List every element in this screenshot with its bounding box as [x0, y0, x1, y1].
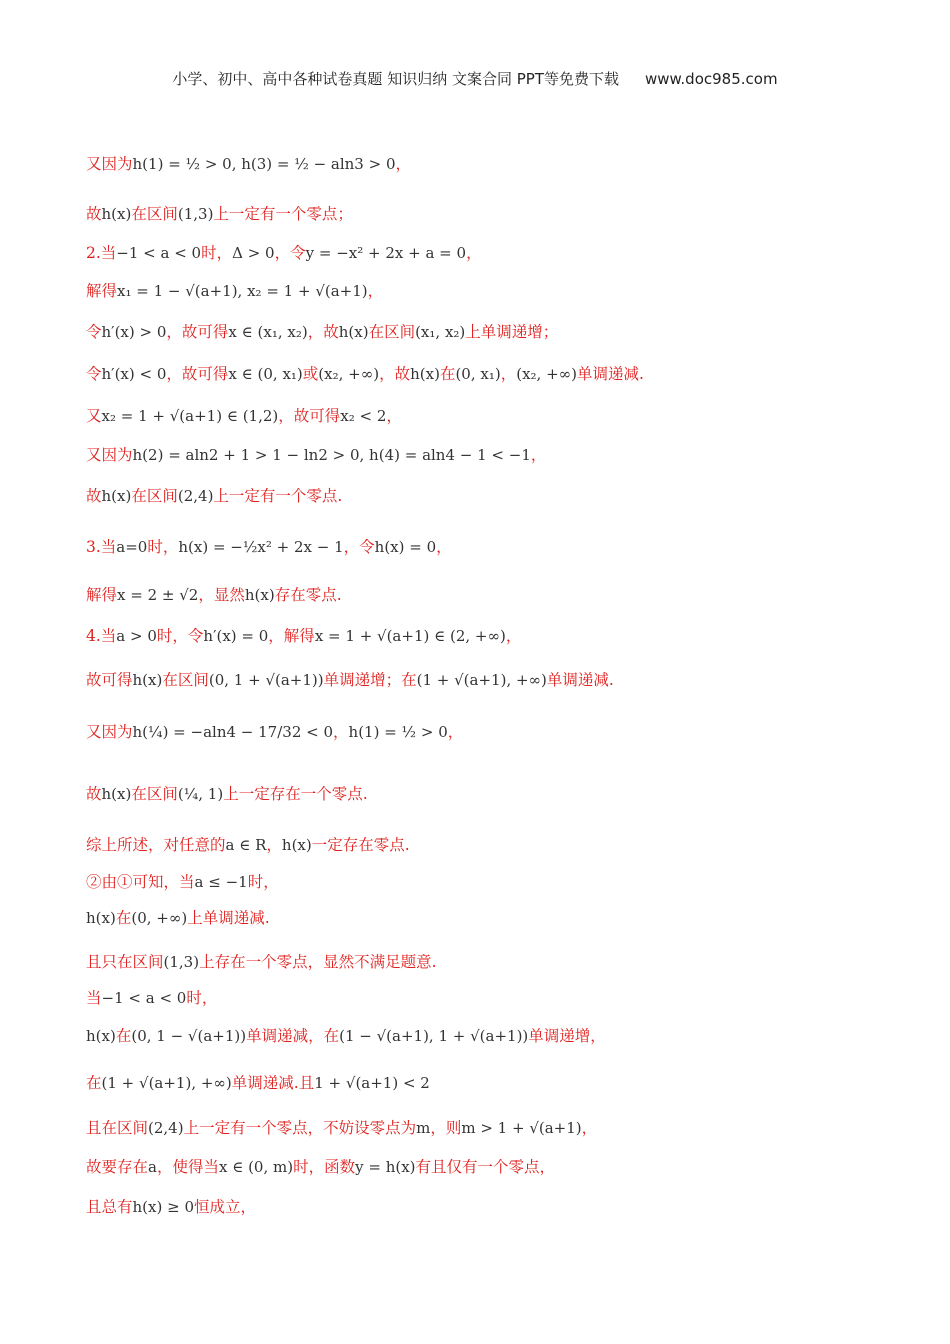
solution-line	[86, 279, 383, 303]
math-expression: x = 1 + √(a+1) ∈ (2, +∞)	[314, 627, 506, 645]
math-expression: (0, +∞)	[131, 909, 188, 927]
text-segment: 时，	[247, 873, 279, 891]
text-segment: 故要存在	[86, 1158, 149, 1176]
solution-line	[86, 624, 521, 648]
text-segment: 上一定有一个零点，不妨设零点为	[183, 1119, 417, 1137]
text-segment: ，故	[307, 323, 339, 341]
text-segment: ，故可得	[278, 407, 341, 425]
text-segment: 单调递增；在	[323, 671, 417, 689]
text-segment: 时，	[147, 538, 179, 556]
text-segment: 上一定有一个零点.	[213, 487, 343, 505]
math-expression: h(1) = ½ > 0	[348, 723, 448, 741]
math-expression: h(x) = 0	[374, 538, 437, 556]
text-segment: 在	[439, 365, 456, 383]
math-expression: m	[416, 1119, 431, 1137]
solution-line	[86, 1071, 430, 1095]
math-expression: h′(x) = 0	[203, 627, 269, 645]
solution-line	[86, 986, 217, 1010]
text-segment: 又	[86, 407, 102, 425]
solution-line	[86, 950, 437, 974]
text-segment: 综上所述，对任意的	[86, 836, 226, 854]
text-segment: 故	[86, 487, 102, 505]
math-expression: (1,3)	[177, 205, 214, 223]
math-expression: x ∈ (x₁, x₂)	[228, 323, 308, 341]
text-segment: 时，	[186, 989, 218, 1007]
math-expression: h(x)	[338, 323, 369, 341]
text-segment: 单调递减.	[546, 671, 614, 689]
solution-line	[86, 583, 342, 607]
solution-line	[86, 1024, 606, 1048]
text-segment: ，故可得	[166, 365, 229, 383]
page-header	[0, 68, 950, 89]
math-expression: x ∈ (0, m)	[218, 1158, 294, 1176]
math-expression: Δ > 0	[232, 244, 275, 262]
solution-line	[86, 1195, 256, 1219]
math-expression: x₂ < 2	[340, 407, 387, 425]
math-expression: h(x)	[101, 205, 132, 223]
text-segment: 上一定存在一个零点.	[223, 785, 368, 803]
math-expression: h(1) = ½ > 0, h(3) = ½ − aln3 > 0	[132, 155, 396, 173]
text-segment: 在	[86, 1074, 102, 1092]
text-segment: ，	[395, 155, 412, 173]
text-segment: 且只在区间	[86, 953, 164, 971]
math-expression: h(x)	[410, 365, 440, 383]
math-expression: h(x)	[281, 836, 312, 854]
math-expression: (1 + √(a+1), +∞)	[101, 1074, 232, 1092]
text-segment: 解得	[86, 586, 118, 604]
math-expression: (1,3)	[163, 953, 200, 971]
text-segment: 在区间	[131, 785, 178, 803]
math-expression: m > 1 + √(a+1)	[461, 1119, 582, 1137]
math-expression: y = −x² + 2x + a = 0	[305, 244, 467, 262]
text-segment: 存在零点.	[274, 586, 342, 604]
text-segment: ，令	[274, 244, 306, 262]
solution-line	[86, 782, 368, 806]
math-expression: h(x)	[244, 586, 275, 604]
math-expression: a ≤ −1	[194, 873, 248, 891]
math-expression: y = h(x)	[355, 1158, 416, 1176]
math-expression: h(x) ≥ 0	[132, 1198, 194, 1216]
text-segment: 有且仅有一个零点，	[415, 1158, 556, 1176]
text-segment: 上一定有一个零点；	[213, 205, 353, 223]
solution-line	[86, 241, 482, 265]
text-segment: ，	[447, 723, 464, 741]
solution-line	[86, 362, 644, 386]
text-segment: ，解得	[268, 627, 315, 645]
math-expression: a=0	[116, 538, 148, 556]
math-expression: h(x) = −½x² + 2x − 1	[178, 538, 344, 556]
math-expression: (0, x₁)	[455, 365, 501, 383]
solution-line	[86, 404, 402, 428]
text-segment: 3.当	[86, 538, 117, 556]
text-segment: ，	[436, 538, 452, 556]
math-expression: h(x)	[86, 1027, 116, 1045]
text-segment: 时，令	[156, 627, 204, 645]
math-expression: h′(x) > 0	[101, 323, 167, 341]
text-segment: ，故	[379, 365, 411, 383]
solution-line	[86, 870, 279, 894]
math-expression: (¼, 1)	[177, 785, 224, 803]
math-expression: (2,4)	[148, 1119, 184, 1137]
text-segment: ，	[505, 627, 522, 645]
math-expression: −1 < a < 0	[116, 244, 202, 262]
text-segment: 恒成立，	[194, 1198, 257, 1216]
text-segment: 解得	[86, 282, 118, 300]
text-segment: 或	[302, 365, 319, 383]
text-segment: ，	[367, 282, 384, 300]
text-segment: ，	[530, 446, 547, 464]
text-segment: 在区间	[368, 323, 416, 341]
math-expression: (2,4)	[177, 487, 214, 505]
solution-line	[86, 833, 410, 857]
math-expression: (x₁, x₂)	[415, 323, 466, 341]
math-expression: h(x)	[101, 785, 132, 803]
solution-line	[86, 668, 614, 692]
text-segment: 故	[86, 205, 102, 223]
text-segment: 一定存在零点.	[311, 836, 410, 854]
text-segment: 故可得	[86, 671, 133, 689]
math-expression: −1 < a < 0	[101, 989, 187, 1007]
text-segment: 上单调递增；	[465, 323, 559, 341]
text-segment: ，使得当	[156, 1158, 219, 1176]
solution-line	[86, 535, 452, 559]
text-segment: 又因为	[86, 155, 133, 173]
solution-line	[86, 720, 463, 744]
text-segment: 且总有	[86, 1198, 133, 1216]
text-segment: ，显然	[198, 586, 245, 604]
text-segment: 单调递减，在	[246, 1027, 340, 1045]
text-segment: 当	[86, 989, 102, 1007]
solution-line	[86, 484, 342, 508]
math-expression: a	[148, 1158, 157, 1176]
text-segment: 且在区间	[86, 1119, 149, 1137]
text-segment: ，则	[430, 1119, 462, 1137]
text-segment: ，	[581, 1119, 598, 1137]
solution-line	[86, 443, 546, 467]
solution-line	[86, 906, 270, 930]
solution-line	[86, 320, 558, 344]
text-segment: 在	[115, 909, 132, 927]
math-expression: h(x)	[86, 909, 116, 927]
text-segment: ，	[386, 407, 402, 425]
text-segment: 上单调递减.	[187, 909, 270, 927]
text-segment: 单调递减.	[577, 365, 644, 383]
header-url[interactable]: www.doc985.com	[644, 70, 778, 88]
solution-line	[86, 1155, 555, 1179]
text-segment: ②由①可知，当	[86, 873, 195, 891]
text-segment: ，故可得	[166, 323, 229, 341]
math-expression: h′(x) < 0	[101, 365, 167, 383]
text-segment: 在区间	[131, 487, 178, 505]
math-expression: (1 − √(a+1), 1 + √(a+1))	[339, 1027, 529, 1045]
math-expression: h(x)	[101, 487, 132, 505]
solution-line	[86, 152, 411, 176]
math-expression: x = 2 ± √2	[117, 586, 199, 604]
text-segment: ，	[500, 365, 517, 383]
solution-line	[86, 1116, 597, 1140]
math-expression: a > 0	[116, 627, 157, 645]
text-segment: 在	[115, 1027, 132, 1045]
math-expression: (0, 1 + √(a+1))	[208, 671, 324, 689]
text-segment: 在区间	[162, 671, 209, 689]
header-text: 小学、初中、高中各种试卷真题 知识归纳 文案合同 PPT等免费下载	[172, 70, 619, 88]
solution-line	[86, 202, 353, 226]
math-expression: a ∈ R	[225, 836, 267, 854]
text-segment: ，	[333, 723, 349, 741]
text-segment: 在区间	[131, 205, 178, 223]
text-segment: 时，函数	[293, 1158, 356, 1176]
math-expression: 1 + √(a+1) < 2	[314, 1074, 430, 1092]
math-expression: (0, 1 − √(a+1))	[131, 1027, 247, 1045]
text-segment: 上存在一个零点，显然不满足题意.	[199, 953, 437, 971]
math-expression: h(¼) = −aln4 − 17/32 < 0	[132, 723, 334, 741]
math-expression: x ∈ (0, x₁)	[228, 365, 303, 383]
math-expression: x₂ = 1 + √(a+1) ∈ (1,2)	[101, 407, 279, 425]
text-segment: 故	[86, 785, 102, 803]
math-expression: h(2) = aln2 + 1 > 1 − ln2 > 0, h(4) = aln4 − 1 < −1	[132, 446, 531, 464]
text-segment: 单调递减.且	[231, 1074, 315, 1092]
text-segment: ，	[466, 244, 482, 262]
text-segment: 令	[86, 323, 102, 341]
text-segment: ，令	[343, 538, 375, 556]
text-segment: 时，	[201, 244, 233, 262]
math-expression: h(x)	[132, 671, 163, 689]
math-expression: x₁ = 1 − √(a+1), x₂ = 1 + √(a+1)	[117, 282, 368, 300]
text-segment: 又因为	[86, 446, 133, 464]
text-segment: ，	[266, 836, 282, 854]
text-segment: 4.当	[86, 627, 117, 645]
text-segment: 2.当	[86, 244, 117, 262]
math-expression: (1 + √(a+1), +∞)	[416, 671, 547, 689]
text-segment: 令	[86, 365, 102, 383]
text-segment: 又因为	[86, 723, 133, 741]
text-segment: 单调递增，	[528, 1027, 606, 1045]
math-expression: (x₂, +∞)	[318, 365, 380, 383]
math-expression: (x₂, +∞)	[516, 365, 577, 383]
